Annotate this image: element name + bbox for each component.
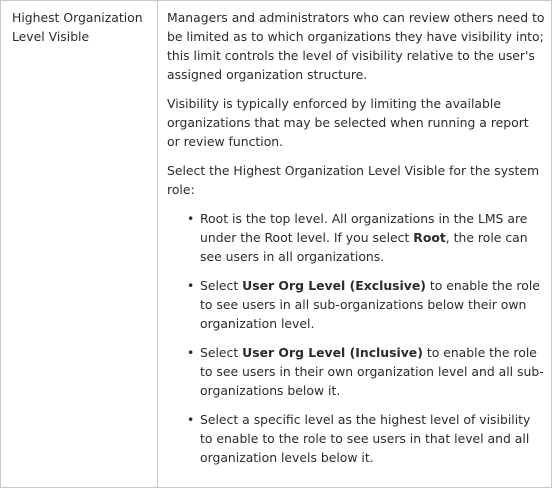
bullet-text-after: , the role can see users in all organizations. bbox=[200, 230, 528, 264]
list-item-specific-level bbox=[167, 410, 545, 467]
bullet-text-before: Root is the top level. All organizations in the LMS are under the Root level. If you select bbox=[200, 211, 528, 245]
description-paragraph-3: Select the Highest Organization Level Visible for the system role: bbox=[167, 163, 540, 197]
list-item-root bbox=[167, 209, 545, 266]
list-item-user-org-exclusive bbox=[167, 276, 545, 333]
table-top-border bbox=[1, 0, 551, 1]
level-options-list bbox=[167, 209, 545, 467]
setting-label-cell bbox=[12, 8, 150, 46]
description-paragraph-1: Managers and administrators who can review others need to be limited as to which organizations they have visibility into; this limit controls the level of visibility relative to the user's assigned organization structure. bbox=[167, 10, 545, 82]
bullet-bold-term: User Org Level (Inclusive) bbox=[242, 345, 423, 360]
bullet-text-before: Select bbox=[200, 278, 243, 293]
description-paragraph-2: Visibility is typically enforced by limiting the available organizations that may be selected when running a report or review function. bbox=[167, 96, 529, 149]
bullet-text-before: Select bbox=[200, 345, 243, 360]
setting-label: Highest Organization Level Visible bbox=[12, 10, 143, 44]
bullet-text-after: to enable the role to see users in their own organization level and all sub-organizations below it. bbox=[200, 345, 544, 398]
bullet-text-after: to enable the role to see users in all sub-organizations below their own organization level. bbox=[200, 278, 540, 331]
bullet-bold-term: User Org Level (Exclusive) bbox=[242, 278, 426, 293]
column-divider bbox=[157, 0, 158, 487]
bullet-text-after: Select a specific level as the highest level of visibility to enable to the role to see users in that level and all organization levels below it. bbox=[200, 412, 531, 465]
list-item-user-org-inclusive bbox=[167, 343, 545, 400]
setting-description-cell bbox=[167, 8, 545, 477]
bullet-bold-term: Root bbox=[413, 230, 446, 245]
